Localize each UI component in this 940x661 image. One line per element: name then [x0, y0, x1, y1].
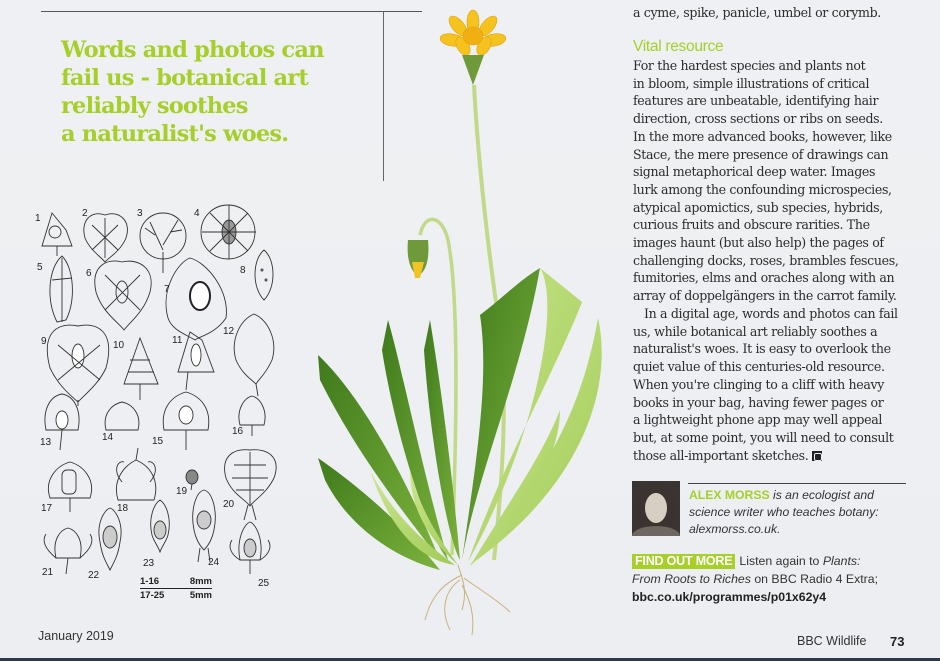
- author-photo: [632, 481, 680, 536]
- pull-quote-line: a naturalist's woes.: [61, 121, 289, 147]
- plant-illustration: [300, 0, 630, 640]
- article-line: books in your bag, having fewer pages or: [633, 394, 884, 410]
- find-out-more-box: [632, 552, 932, 606]
- fom-programme-title: Plants:: [822, 554, 861, 568]
- programme-url-link[interactable]: bbc.co.uk/programmes/p01x62y4: [632, 590, 827, 604]
- specimen-3: [140, 213, 186, 273]
- specimen-23: [151, 500, 170, 552]
- specimen-label: 2: [82, 208, 88, 219]
- paw-end-mark-icon: [812, 451, 822, 461]
- specimen-label: 23: [143, 558, 155, 569]
- specimen-12: [234, 314, 274, 396]
- specimen-24: [193, 490, 216, 562]
- article-line: a cyme, spike, panicle, umbel or corymb.: [633, 5, 881, 20]
- specimen-label: 18: [117, 503, 129, 514]
- article-line-last: [633, 447, 898, 465]
- specimen-label: 15: [152, 436, 164, 447]
- specimen-11: [178, 332, 214, 390]
- fom-text: Listen again to: [739, 554, 823, 568]
- author-bio-text: is an ecologist and: [769, 488, 874, 502]
- specimen-label: 7: [164, 284, 170, 295]
- roots: [425, 565, 510, 635]
- section-heading: Vital resource: [633, 38, 724, 55]
- article-paragraph-1: [633, 57, 899, 305]
- specimen-label: 19: [176, 486, 188, 497]
- article-line: images haunt (but also help) the pages of: [633, 235, 884, 251]
- fom-text: on BBC Radio 4 Extra;: [750, 572, 879, 586]
- specimen-label: 4: [194, 208, 200, 219]
- specimen-4: [201, 205, 256, 259]
- specimen-label: 22: [88, 570, 100, 581]
- specimen-label: 3: [137, 208, 143, 219]
- article-line: but, at some point, you will need to consult: [633, 429, 894, 445]
- pull-quote-line: Words and photos can: [61, 37, 324, 63]
- article-line: in bloom, simple illustrations of critical: [633, 75, 870, 91]
- specimen-label: 5: [37, 262, 43, 273]
- specimen-label: 17: [41, 503, 53, 514]
- scale-range: 17-25: [140, 590, 165, 601]
- author-bio: [689, 487, 929, 538]
- specimen-1: [42, 213, 72, 256]
- article-line: In the more advanced books, however, like: [633, 128, 892, 144]
- article-line: For the hardest species and plants not: [633, 58, 866, 73]
- specimen-18: [116, 448, 155, 500]
- scale-range: 1-16: [140, 576, 160, 587]
- specimen-8: [255, 250, 273, 300]
- find-out-more-badge: FIND OUT MORE: [632, 554, 735, 569]
- specimen-label: 9: [41, 336, 47, 347]
- specimen-22: [99, 508, 121, 570]
- article-line: us, while botanical art reliably soothes a: [633, 323, 878, 339]
- specimen-label: 6: [86, 268, 92, 279]
- specimen-label: 11: [172, 335, 183, 346]
- article-line: array of doppelgängers in the carrot family.: [633, 288, 897, 304]
- article-paragraph-2: [633, 305, 898, 464]
- article-line: When you're clinging to a cliff with heavy: [633, 376, 885, 392]
- specimen-14: [105, 402, 139, 430]
- article-line: a lightweight phone app may well appeal: [633, 412, 883, 428]
- article-line: challenging docks, roses, brambles fescues,: [633, 252, 899, 268]
- specimen-label: 8: [240, 265, 246, 276]
- issue-date: January 2019: [38, 629, 114, 643]
- article-line-text: those all-important sketches.: [633, 447, 809, 463]
- specimen-label: 13: [40, 437, 52, 448]
- article-line: direction, cross sections or ribs on seeds.: [633, 111, 883, 127]
- scale-size: 5mm: [189, 590, 212, 601]
- specimen-label: 14: [102, 432, 114, 443]
- specimen-label: 24: [208, 557, 220, 568]
- leaf-rosette: [318, 268, 602, 570]
- scale-size: 8mm: [189, 576, 212, 587]
- flower-head: [439, 10, 507, 85]
- specimen-label: 20: [223, 499, 235, 510]
- specimen-2: [84, 214, 128, 262]
- fom-programme-title: From Roots to Riches: [632, 572, 751, 586]
- article-line: naturalist's woes. It is easy to overlook the: [633, 341, 891, 357]
- article-line: atypical apomictics, sub species, hybrids,: [633, 199, 883, 215]
- article-line: In a digital age, words and photos can fail: [644, 306, 898, 321]
- pull-quote-line: fail us - botanical art: [61, 65, 308, 91]
- article-line: curious fruits and obscure rarities. The: [633, 217, 870, 233]
- specimen-label: 21: [42, 567, 54, 578]
- pull-quote-line: reliably soothes: [61, 93, 248, 119]
- article-line: fumitories, elms and oraches along with an: [633, 270, 895, 286]
- author-website-link[interactable]: alexmorss.co.uk.: [689, 522, 781, 536]
- specimen-6: [95, 261, 151, 330]
- specimen-label: 1: [35, 213, 41, 224]
- specimen-25: [230, 522, 270, 574]
- specimen-label: 12: [223, 326, 235, 337]
- article-line: features are unbeatable, identifying hair: [633, 93, 879, 109]
- specimen-plate-illustration: [0, 195, 290, 615]
- author-bio-text: science writer who teaches botany:: [689, 505, 879, 519]
- article-line: lurk among the confounding microspecies,: [633, 181, 892, 197]
- page-number: 73: [890, 634, 905, 649]
- scale-bar: [140, 576, 212, 601]
- specimen-19: [186, 470, 198, 490]
- author-rule: [688, 483, 906, 484]
- specimen-7: [166, 258, 226, 340]
- specimen-9: [47, 325, 108, 406]
- specimen-10: [124, 338, 158, 400]
- specimen-label: 25: [258, 578, 270, 589]
- specimen-label: 10: [113, 340, 125, 351]
- specimen-17: [48, 462, 91, 512]
- author-name: ALEX MORSS: [689, 488, 770, 502]
- specimen-label: 16: [232, 426, 244, 437]
- article-line: Stace, the mere presence of drawings can: [633, 146, 889, 162]
- article-line: signal metaphorical deep water. Images: [633, 164, 876, 180]
- magazine-name: BBC Wildlife: [797, 634, 867, 648]
- flower-bud: [408, 240, 429, 278]
- specimen-15: [163, 392, 209, 450]
- specimen-5: [50, 256, 72, 322]
- article-line: quiet value of this centuries-old resource.: [633, 359, 885, 375]
